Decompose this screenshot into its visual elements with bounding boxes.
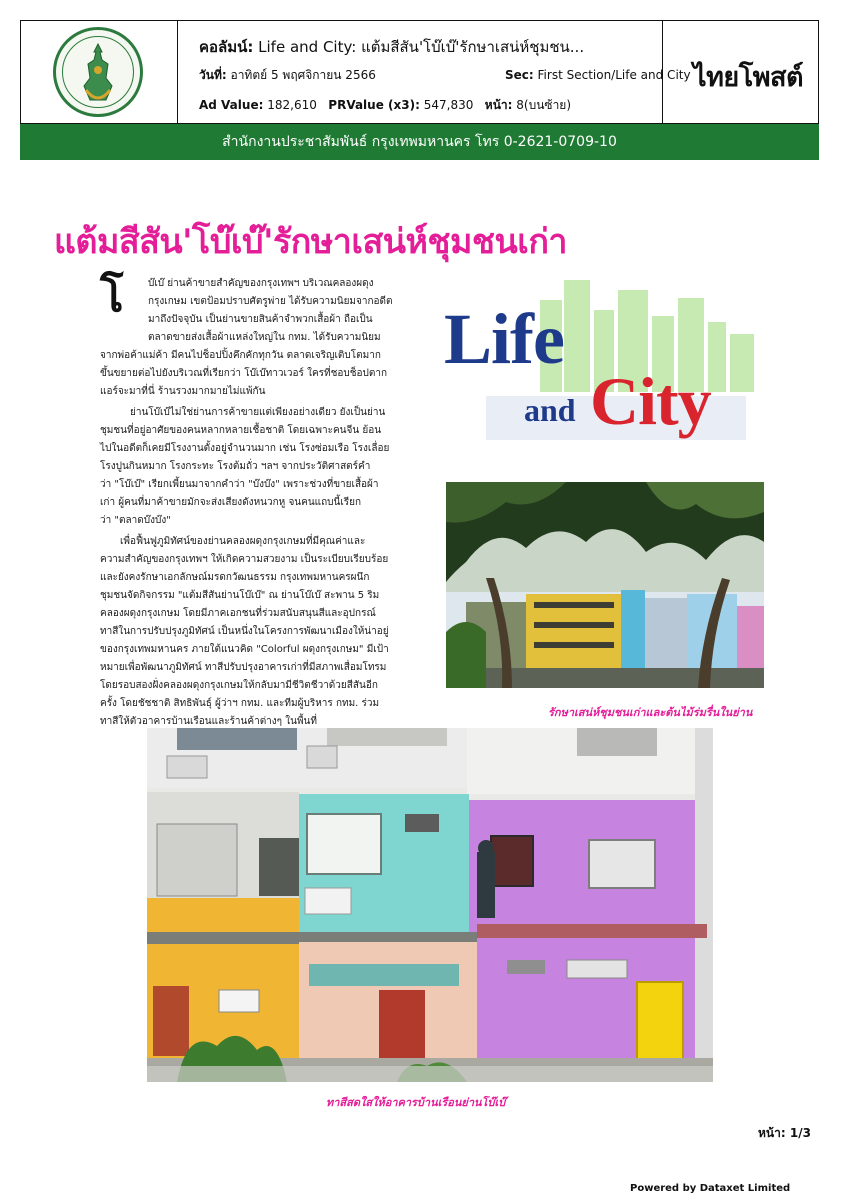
date-value: อาทิตย์ 5 พฤศจิกายน 2566 bbox=[230, 68, 376, 82]
article-line: ย่านโบ๊เบ๊ไม่ใช่ย่านการค้าขายแต่เพียงอย่างเดียว ยังเป็นย่าน bbox=[130, 407, 386, 418]
page-number bbox=[758, 1124, 811, 1143]
photo1-caption: รักษาเสน่ห์ชุมชนเก่าและต้นไม้ร่มรื่นในย่าน bbox=[548, 706, 753, 719]
column-line bbox=[199, 35, 584, 59]
article-line: จากพ่อค้าแม่ค้า มีคนไปช็อปปิ้งคึกคักทุกวัน ตลาดเจริญเติบโตมาก bbox=[100, 350, 381, 361]
logo-word-city: City bbox=[590, 363, 711, 439]
article-line: ครั้ง โดยชัชชาติ สิทธิพันธุ์ ผู้ว่าฯ กทม. และทีมผู้บริหาร กทม. ร่วม bbox=[100, 698, 380, 709]
article-line: ว่า "โบ๊เบ๊" เรียกเพี้ยนมาจากคำว่า "บ๊งบ๊ง" เพราะช่วงที่ขายเสื้อผ้า bbox=[100, 479, 379, 490]
bma-seal-logo bbox=[53, 27, 143, 117]
pr-value: 547,830 bbox=[423, 98, 474, 112]
date-label: วันที่: bbox=[199, 68, 227, 82]
article-line: ทาสีให้ตัวอาคารบ้านเรือนและร้านค้าต่างๆ ในพื้นที่ bbox=[100, 716, 317, 727]
page-value: 8(บนซ้าย) bbox=[516, 98, 572, 112]
newspaper-brand: ไทยโพสต์ bbox=[693, 62, 804, 93]
powered-by: Powered by Dataxet Limited bbox=[630, 1183, 791, 1194]
page-number-label: หน้า: bbox=[758, 1126, 786, 1140]
article-headline: แต้มสีสัน'โบ๊เบ๊'รักษาเสน่ห์ชุมชนเก่า bbox=[54, 222, 568, 262]
article-line: เก่า ผู้คนที่มาค้าขายมักจะส่งเสียงดังหนวกหู จนคนแถบนี้เรียก bbox=[100, 497, 362, 508]
skyline-shape bbox=[730, 334, 754, 392]
photo2-caption: ทาสีสดใสให้อาคารบ้านเรือนย่านโบ๊เบ๊ bbox=[326, 1096, 506, 1109]
column-label: คอลัมน์: bbox=[199, 38, 254, 56]
office-bar: สำนักงานประชาสัมพันธ์ กรุงเทพมหานคร โทร 0-2621-0709-10 bbox=[20, 124, 819, 160]
column-value: Life and City: แต้มสีสัน'โบ๊เบ๊'รักษาเสน่ห์ชุมชน... bbox=[258, 38, 585, 56]
article-line: บ๊เบ๊ ย่านค้าขายสำคัญของกรุงเทพฯ บริเวณคลองผดุง bbox=[148, 278, 374, 289]
clipping-header bbox=[20, 20, 819, 124]
ad-value-label: Ad Value: bbox=[199, 98, 264, 112]
photo-colorful-houses bbox=[147, 728, 713, 1082]
article-line: กรุงเกษม เขตป้อมปราบศัตรูพ่าย ได้รับความนิยมจากอดีต bbox=[148, 296, 393, 307]
article-line: ขึ้นขยายต่อไปยังบริเวณที่เรียกว่า โบ๊เบ๊ทาวเวอร์ ใครที่ชอบช็อปตาก bbox=[100, 368, 388, 379]
article-line: ว่า "ตลาดบ๊งบ๊ง" bbox=[100, 515, 171, 526]
logo-word-and: and bbox=[524, 392, 576, 428]
article-line: โดยรอบสองฝั่งคลองผดุงกรุงเกษมให้กลับมามีชีวิตชีวาด้วยสีสันอีก bbox=[100, 680, 378, 691]
header-divider bbox=[177, 21, 178, 123]
article-line: และยังคงรักษาเอกลักษณ์มรดกวัฒนธรรม กรุงเทพมหานครผนึก bbox=[100, 572, 370, 583]
photo-trees-building bbox=[446, 482, 764, 688]
value-line bbox=[199, 96, 571, 115]
deity-emblem-icon bbox=[56, 30, 140, 114]
date-line bbox=[199, 66, 376, 85]
pr-value-label: PRValue (x3): bbox=[328, 98, 420, 112]
page-label: หน้า: bbox=[484, 98, 513, 112]
article-line: เพื่อฟื้นฟูภูมิทัศน์ของย่านคลองผดุงกรุงเกษมที่มีคุณค่าและ bbox=[120, 536, 366, 547]
drop-cap: โ bbox=[100, 271, 124, 322]
article-line: หมายเพื่อพัฒนาภูมิทัศน์ ทาสีปรับปรุงอาคารเก่าที่มีสภาพเสื่อมโทรม bbox=[100, 662, 387, 673]
article-line: ทาสีในการปรับปรุงภูมิทัศน์ เป็นหนึ่งในโครงการพัฒนาเมืองให้น่าอยู่ bbox=[100, 626, 389, 637]
article-line: ความสำคัญของกรุงเทพฯ ให้เกิดความสวยงาม เป็นระเบียบเรียบร้อย bbox=[100, 554, 389, 565]
section-label: Sec: bbox=[505, 68, 534, 82]
article-line: โรงปูนกินหมาก โรงกระทะ โรงต้มถั่ว ฯลฯ จากประวัติศาสตร์คำ bbox=[100, 461, 371, 472]
page-number-value: 1/3 bbox=[789, 1126, 811, 1140]
article-line: คลองผดุงกรุงเกษม โดยมีภาคเอกชนที่ร่วมสนับสนุนสีและอุปกรณ์ bbox=[100, 608, 376, 619]
article-line: ตลาดขายส่งเสื้อผ้าแหล่งใหญ่ใน กทม. ได้รับความนิยม bbox=[148, 332, 381, 343]
article-line: ของกรุงเทพมหานคร ภายใต้แนวคิด "Colorful ผดุงกรุงเกษม" มีเป้า bbox=[100, 644, 389, 655]
article-line: มาถึงปัจจุบัน เป็นย่านขายสินค้าจำพวกเสื้อผ้า ถือเป็น bbox=[148, 314, 373, 325]
ad-value: 182,610 bbox=[267, 98, 317, 112]
section-line bbox=[505, 68, 691, 82]
article-line: ชุมชนที่อยู่อาศัยของคนหลากหลายเชื้อชาติ โดยเฉพาะคนจีน ย้อน bbox=[100, 425, 382, 436]
article-line: แอร์จะมาที่นี่ ร้านรวงมากมายไม่แพ้กัน bbox=[100, 386, 266, 397]
skyline-shape bbox=[564, 280, 590, 392]
logo-word-life: Life bbox=[444, 299, 564, 379]
article-line: ชุมชนจัดกิจกรรม "แต้มสีสันย่านโบ๊เบ๊" ณ ย่านโบ๊เบ๊ สะพาน 5 ริม bbox=[100, 590, 380, 601]
section-value: First Section/Life and City bbox=[537, 68, 691, 82]
life-and-city-logo bbox=[440, 276, 800, 446]
article-line: ไปในอดีตก็เคยมีโรงงานตั้งอยู่จำนวนมาก เช่น โรงซ่อมเรือ โรงเลื่อย bbox=[100, 443, 390, 454]
